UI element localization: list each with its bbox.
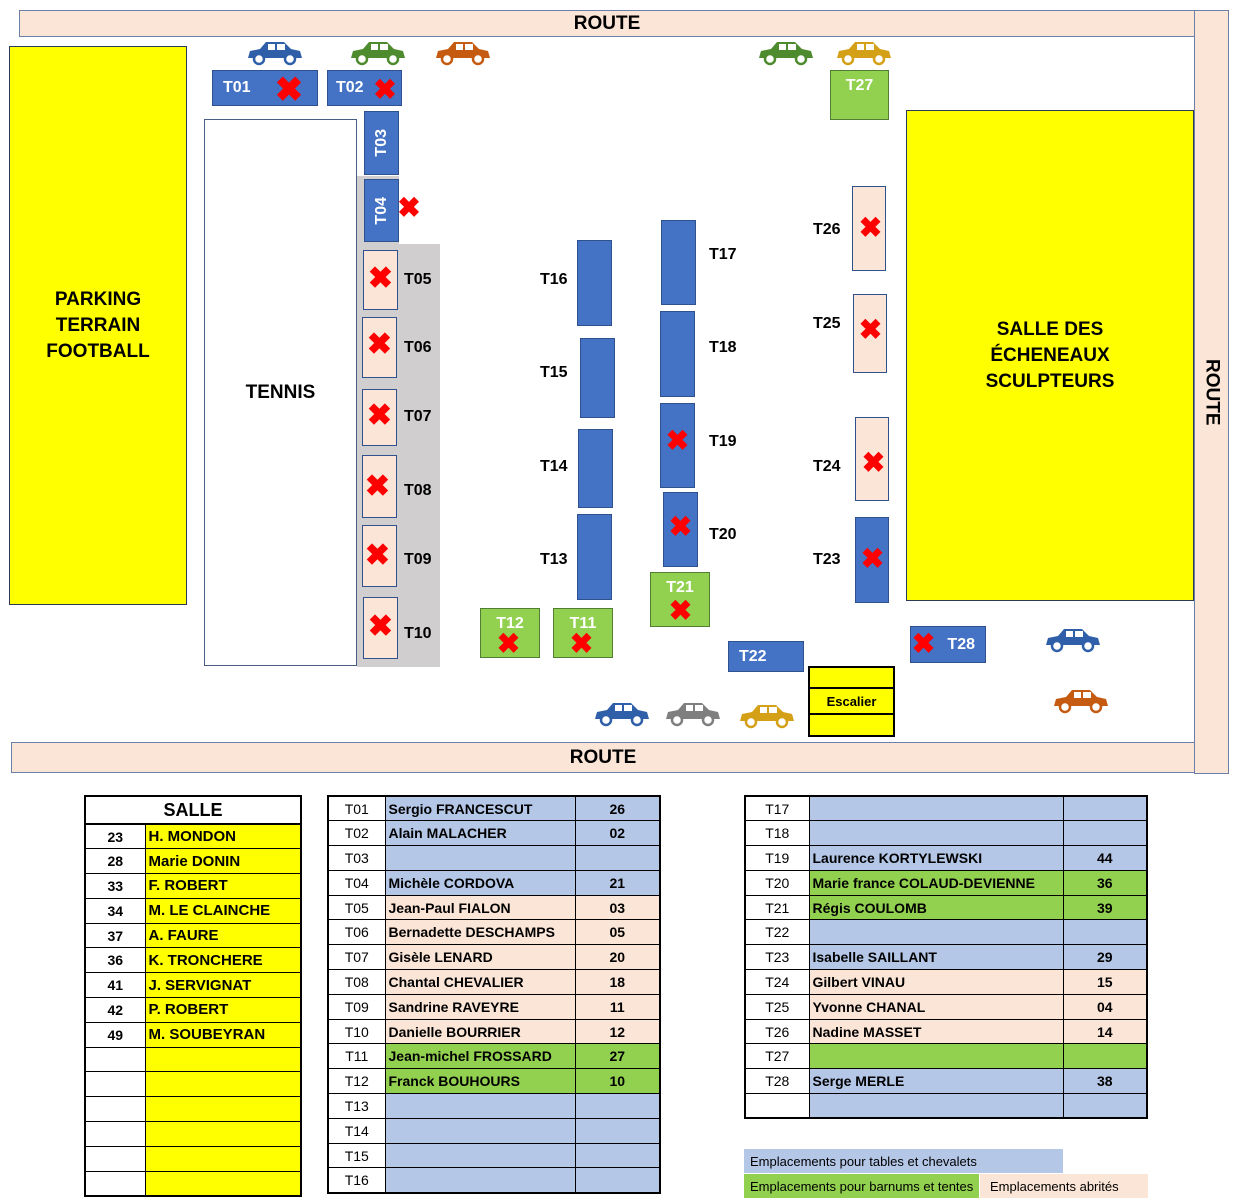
stand-number-cell (575, 1094, 660, 1119)
salle-exhibitor-name: H. MONDON (145, 824, 301, 849)
salle-number: 36 (85, 948, 145, 973)
stand-exhibitor-name: Jean-michel FROSSARD (385, 1044, 575, 1069)
salle-exhibitor-name: K. TRONCHERE (145, 948, 301, 973)
stand-number-cell (1063, 1094, 1147, 1119)
stand-t06-label: T06 (404, 339, 432, 356)
stand-number-cell (575, 1118, 660, 1143)
stand-t14[interactable] (578, 429, 613, 508)
stand-table-row (328, 920, 660, 945)
salle-table-row (85, 898, 301, 923)
stand-t15[interactable] (580, 338, 615, 418)
salle-table-row (85, 1072, 301, 1097)
legend-abrites: Emplacements abrités (980, 1174, 1148, 1198)
cross-icon: ✖ (274, 71, 304, 109)
stand-exhibitor-name: Jean-Paul FIALON (385, 895, 575, 920)
stand-table-row (328, 994, 660, 1019)
stand-table-row (745, 970, 1147, 995)
stand-t26-label: T26 (813, 221, 841, 238)
salle-table-row (85, 998, 301, 1023)
salle-exhibitor-name: M. SOUBEYRAN (145, 1022, 301, 1047)
parking-zone: PARKING TERRAIN FOOTBALL (9, 46, 187, 605)
stand-t11-label: T11 (569, 615, 597, 632)
stand-table-row (328, 870, 660, 895)
stand-t22-label: T22 (739, 647, 767, 665)
stand-t23-label: T23 (813, 551, 841, 568)
stand-number-cell: 20 (575, 945, 660, 970)
salle-table-row (85, 1122, 301, 1147)
stand-table-row (328, 796, 660, 821)
stand-id-cell: T08 (328, 970, 385, 995)
stand-exhibitor-name (809, 796, 1063, 821)
salle-table-row (85, 1097, 301, 1122)
stand-table-row (745, 1094, 1147, 1119)
stand-t10-label: T10 (404, 625, 432, 642)
stand-number-cell: 38 (1063, 1069, 1147, 1094)
stand-t04-label: T04 (372, 196, 390, 225)
stand-id-cell: T17 (745, 796, 809, 821)
salle-table-row (85, 1047, 301, 1072)
stand-exhibitor-name: Nadine MASSET (809, 1019, 1063, 1044)
stand-number-cell (575, 846, 660, 871)
stand-number-cell: 36 (1063, 870, 1147, 895)
stand-exhibitor-name (385, 1094, 575, 1119)
car-icon (591, 701, 651, 727)
stand-exhibitor-name (385, 1143, 575, 1168)
salle-exhibitor-name: J. SERVIGNAT (145, 973, 301, 998)
cross-icon: ✖ (364, 539, 391, 572)
stand-t28-label: T28 (947, 635, 975, 653)
stand-id-cell: T20 (745, 870, 809, 895)
salle-exhibitor-name (145, 1146, 301, 1171)
legend-tables: Emplacements pour tables et chevalets (744, 1149, 1063, 1173)
stand-t22[interactable] (728, 641, 804, 672)
stand-t14-label: T14 (540, 458, 568, 475)
stand-table-row (328, 1143, 660, 1168)
stand-number-cell (1063, 796, 1147, 821)
stand-t03-label: T03 (372, 129, 390, 157)
stand-id-cell: T14 (328, 1118, 385, 1143)
stand-id-cell: T19 (745, 846, 809, 871)
car-icon (432, 40, 492, 66)
stand-number-cell: 14 (1063, 1019, 1147, 1044)
stand-number-cell: 11 (575, 994, 660, 1019)
stand-t15-label: T15 (540, 364, 568, 381)
stand-table-row (745, 1069, 1147, 1094)
salle-number: 33 (85, 874, 145, 899)
stand-exhibitor-name (809, 821, 1063, 846)
stand-table-row (745, 846, 1147, 871)
stand-exhibitor-name: Régis COULOMB (809, 895, 1063, 920)
stand-t27-label: T27 (845, 77, 874, 94)
cross-icon: ✖ (911, 628, 936, 659)
cross-icon: ✖ (397, 192, 421, 223)
salle-exhibitor-name: Marie DONIN (145, 849, 301, 874)
stand-id-cell: T21 (745, 895, 809, 920)
salle-number (85, 1097, 145, 1122)
stand-table-row (745, 1019, 1147, 1044)
stand-exhibitor-name: Bernadette DESCHAMPS (385, 920, 575, 945)
stand-table-row (328, 1094, 660, 1119)
stand-number-cell: 05 (575, 920, 660, 945)
stand-exhibitor-name: Gisèle LENARD (385, 945, 575, 970)
stand-id-cell: T01 (328, 796, 385, 821)
stand-number-cell: 18 (575, 970, 660, 995)
stand-id-cell: T28 (745, 1069, 809, 1094)
salle-table-row (85, 1171, 301, 1196)
stand-t16-label: T16 (540, 271, 568, 288)
stand-exhibitor-name: Serge MERLE (809, 1069, 1063, 1094)
stand-t05-label: T05 (404, 271, 432, 288)
salle-number: 34 (85, 898, 145, 923)
stand-id-cell: T23 (745, 945, 809, 970)
stand-exhibitor-name: Gilbert VINAU (809, 970, 1063, 995)
stand-number-cell: 15 (1063, 970, 1147, 995)
stand-table-row (328, 1019, 660, 1044)
salle-table-header (85, 796, 301, 824)
escalier-label: Escalier (810, 689, 893, 715)
cross-icon: ✖ (668, 511, 693, 542)
cross-icon: ✖ (364, 470, 391, 503)
stand-t21-label: T21 (666, 579, 694, 596)
stand-table-row (328, 970, 660, 995)
stand-table-row (745, 895, 1147, 920)
stands-table-1 (327, 795, 661, 1194)
stand-exhibitor-name: Franck BOUHOURS (385, 1069, 575, 1094)
salle-table-title: SALLE (85, 796, 301, 824)
stand-number-cell: 39 (1063, 895, 1147, 920)
salle-table-row (85, 923, 301, 948)
car-icon (347, 40, 407, 66)
stand-exhibitor-name: Sandrine RAVEYRE (385, 994, 575, 1019)
stand-t19-label: T19 (709, 433, 737, 450)
salle-table-row (85, 948, 301, 973)
cross-icon: ✖ (367, 610, 394, 643)
car-icon (1050, 688, 1110, 714)
salle-number (85, 1072, 145, 1097)
stand-number-cell: 12 (575, 1019, 660, 1044)
stand-t17[interactable] (661, 220, 696, 305)
stand-table-row (328, 846, 660, 871)
road-right (1194, 10, 1229, 774)
stand-table-row (328, 1168, 660, 1193)
stand-id-cell: T18 (745, 821, 809, 846)
stand-exhibitor-name: Marie france COLAUD-DEVIENNE (809, 870, 1063, 895)
stand-t13-label: T13 (540, 551, 568, 568)
stand-id-cell: T05 (328, 895, 385, 920)
salle-number (85, 1122, 145, 1147)
stand-exhibitor-name: Alain MALACHER (385, 821, 575, 846)
salle-number: 23 (85, 824, 145, 849)
cross-icon: ✖ (858, 212, 883, 243)
stand-exhibitor-name: Yvonne CHANAL (809, 994, 1063, 1019)
salle-table-row (85, 849, 301, 874)
salle-table-row (85, 973, 301, 998)
stand-table-row (745, 1044, 1147, 1069)
stand-id-cell: T09 (328, 994, 385, 1019)
car-icon (755, 40, 815, 66)
stand-table-row (328, 1118, 660, 1143)
stand-id-cell: T03 (328, 846, 385, 871)
cross-icon: ✖ (858, 314, 883, 345)
salle-exhibitor-name: P. ROBERT (145, 998, 301, 1023)
cross-icon: ✖ (860, 543, 885, 574)
cross-icon: ✖ (861, 447, 886, 478)
salle-exhibitor-name: F. ROBERT (145, 874, 301, 899)
stand-exhibitor-name: Danielle BOURRIER (385, 1019, 575, 1044)
stand-number-cell (575, 1168, 660, 1193)
cross-icon: ✖ (665, 425, 690, 456)
stand-number-cell: 27 (575, 1044, 660, 1069)
salle-exhibitor-name: M. LE CLAINCHE (145, 898, 301, 923)
salle-exhibitor-name (145, 1072, 301, 1097)
salle-number (85, 1171, 145, 1196)
stand-t03[interactable] (364, 111, 399, 175)
salle-table-row (85, 1146, 301, 1171)
stand-id-cell (745, 1094, 809, 1119)
cross-icon: ✖ (569, 628, 594, 659)
stand-table-row (328, 821, 660, 846)
stand-table-row (745, 821, 1147, 846)
stand-number-cell: 29 (1063, 945, 1147, 970)
salle-zone: SALLE DES ÉCHENEAUX SCULPTEURS (906, 110, 1194, 601)
escalier-zone (808, 666, 895, 737)
stand-number-cell: 10 (575, 1069, 660, 1094)
salle-number (85, 1047, 145, 1072)
stand-t27[interactable] (830, 70, 889, 120)
salle-number: 41 (85, 973, 145, 998)
stand-id-cell: T15 (328, 1143, 385, 1168)
legend-barnums: Emplacements pour barnums et tentes (744, 1174, 979, 1198)
stand-exhibitor-name (809, 1094, 1063, 1119)
car-icon (244, 40, 304, 66)
salle-exhibitor-name (145, 1047, 301, 1072)
stand-t16[interactable] (577, 240, 612, 326)
salle-number (85, 1146, 145, 1171)
stand-t25-label: T25 (813, 315, 841, 332)
stand-number-cell: 02 (575, 821, 660, 846)
stand-id-cell: T06 (328, 920, 385, 945)
stand-number-cell: 03 (575, 895, 660, 920)
salle-table-row (85, 1022, 301, 1047)
tennis-zone: TENNIS (204, 119, 357, 666)
stand-table-row (745, 796, 1147, 821)
salle-table-row (85, 824, 301, 849)
stand-t12-label: T12 (496, 615, 524, 632)
stand-t24-label: T24 (813, 458, 841, 475)
car-icon (736, 703, 796, 729)
stand-id-cell: T25 (745, 994, 809, 1019)
road-bottom: ROUTE (11, 742, 1195, 773)
stand-exhibitor-name (385, 1118, 575, 1143)
stand-id-cell: T24 (745, 970, 809, 995)
stand-id-cell: T10 (328, 1019, 385, 1044)
stand-table-row (328, 945, 660, 970)
stands-table-2 (744, 795, 1148, 1119)
stand-t02-label: T02 (336, 79, 364, 96)
salle-exhibitor-name (145, 1122, 301, 1147)
stand-t01-label: T01 (223, 79, 251, 96)
stand-table-row (328, 1069, 660, 1094)
road-right-label: ROUTE (1201, 358, 1223, 426)
stand-t13[interactable] (577, 514, 612, 600)
stand-number-cell: 04 (1063, 994, 1147, 1019)
stand-number-cell (1063, 1044, 1147, 1069)
stand-exhibitor-name (809, 920, 1063, 945)
salle-number: 37 (85, 923, 145, 948)
stand-t17-label: T17 (709, 246, 737, 263)
salle-number: 42 (85, 998, 145, 1023)
stand-id-cell: T07 (328, 945, 385, 970)
stand-exhibitor-name (385, 1168, 575, 1193)
salle-exhibitor-name (145, 1097, 301, 1122)
stand-exhibitor-name: Sergio FRANCESCUT (385, 796, 575, 821)
stand-exhibitor-name (809, 1044, 1063, 1069)
stand-id-cell: T22 (745, 920, 809, 945)
stand-t07-label: T07 (404, 408, 432, 425)
stand-exhibitor-name: Isabelle SAILLANT (809, 945, 1063, 970)
stand-id-cell: T16 (328, 1168, 385, 1193)
stand-id-cell: T26 (745, 1019, 809, 1044)
stand-table-row (328, 895, 660, 920)
stand-id-cell: T13 (328, 1094, 385, 1119)
stand-exhibitor-name (385, 846, 575, 871)
salle-exhibitor-name: A. FAURE (145, 923, 301, 948)
salle-number: 49 (85, 1022, 145, 1047)
stand-id-cell: T02 (328, 821, 385, 846)
stand-number-cell: 26 (575, 796, 660, 821)
cross-icon: ✖ (366, 399, 393, 432)
stand-table-row (328, 1044, 660, 1069)
stand-id-cell: T27 (745, 1044, 809, 1069)
stand-t20-label: T20 (709, 526, 737, 543)
stand-exhibitor-name: Michèle CORDOVA (385, 870, 575, 895)
stand-number-cell (1063, 920, 1147, 945)
salle-table-row (85, 874, 301, 899)
stand-t08-label: T08 (404, 482, 432, 499)
stand-table-row (745, 945, 1147, 970)
car-icon (1042, 627, 1102, 653)
stand-t18[interactable] (660, 311, 695, 397)
car-icon (662, 701, 722, 727)
stand-number-cell (1063, 821, 1147, 846)
stand-id-cell: T04 (328, 870, 385, 895)
cross-icon: ✖ (373, 74, 397, 105)
cross-icon: ✖ (668, 595, 693, 626)
stand-number-cell (575, 1143, 660, 1168)
stand-table-row (745, 994, 1147, 1019)
stand-exhibitor-name: Chantal CHEVALIER (385, 970, 575, 995)
road-top: ROUTE (19, 10, 1195, 37)
stand-number-cell: 44 (1063, 846, 1147, 871)
cross-icon: ✖ (496, 628, 521, 659)
stand-table-row (745, 920, 1147, 945)
salle-exhibitor-name (145, 1171, 301, 1196)
stand-table-row (745, 870, 1147, 895)
car-icon (833, 40, 893, 66)
stand-t18-label: T18 (709, 339, 737, 356)
salle-table (84, 795, 302, 1197)
stand-t09-label: T09 (404, 551, 432, 568)
stand-id-cell: T11 (328, 1044, 385, 1069)
salle-number: 28 (85, 849, 145, 874)
cross-icon: ✖ (367, 262, 394, 295)
stand-exhibitor-name: Laurence KORTYLEWSKI (809, 846, 1063, 871)
stand-id-cell: T12 (328, 1069, 385, 1094)
cross-icon: ✖ (366, 328, 393, 361)
stand-number-cell: 21 (575, 870, 660, 895)
